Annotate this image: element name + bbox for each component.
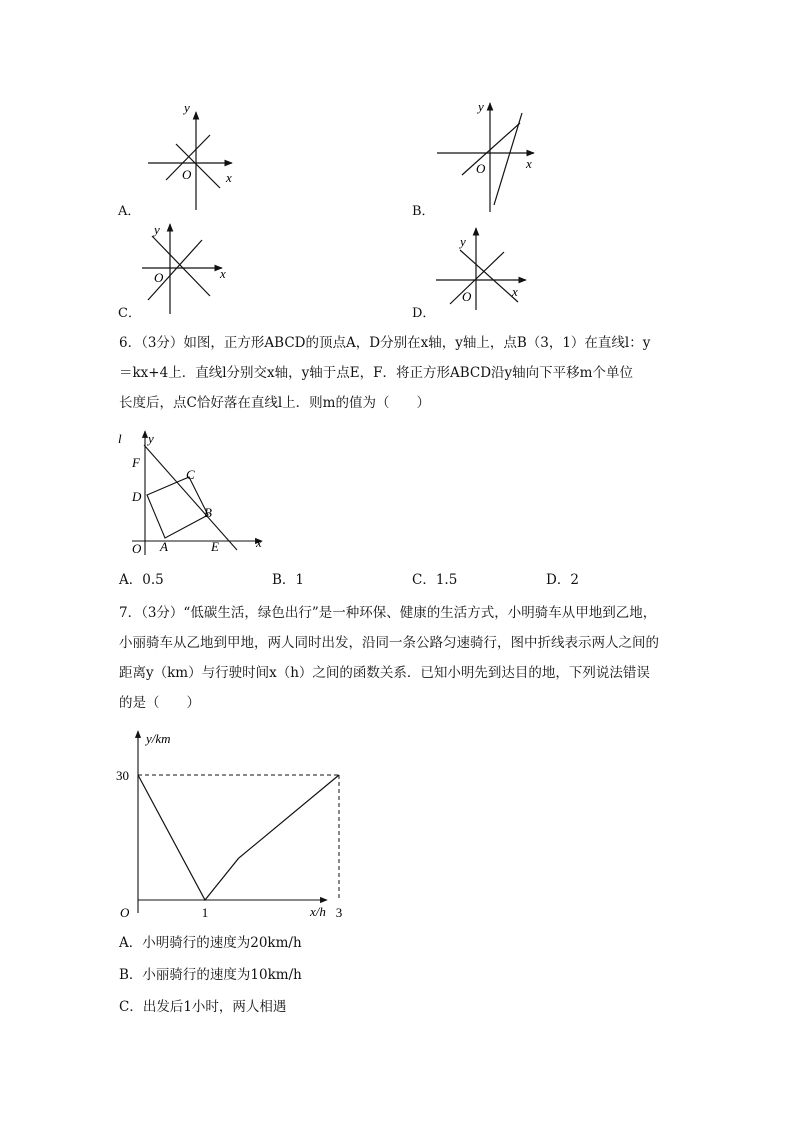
q5-option-b <box>402 95 562 220</box>
q7-line-2: 小丽骑车从乙地到甲地，两人同时出发，沿同一条公路匀速骑行，图中折线表示两人之间的 <box>119 635 659 651</box>
option-label: B． <box>412 204 435 219</box>
point-c-label: C <box>186 467 195 482</box>
axis-y-label: y <box>184 100 190 115</box>
option-label: D． <box>412 306 436 321</box>
x-axis-label: x/h <box>310 904 326 919</box>
q6-choice-c[interactable]: C．1.5 <box>412 572 458 588</box>
q6-choice-d[interactable]: D．2 <box>546 572 579 588</box>
axis-x-label: x <box>526 156 532 171</box>
point-d-label: D <box>132 489 142 504</box>
q7-choice-b[interactable]: B．小丽骑行的速度为10km/h <box>119 967 302 983</box>
point-b-label: B <box>204 505 212 520</box>
series-distance-line <box>138 775 339 900</box>
q7-line-4: 的是（ ） <box>119 695 200 711</box>
axis-y-label: y <box>148 431 154 446</box>
y-axis-label: y/km <box>146 731 171 746</box>
origin-label: O <box>154 270 164 285</box>
q7-line-1: 7．（3分）“低碳生活，绿色出行”是一种环保、健康的生活方式，小明骑车从甲地到乙地， <box>119 605 657 621</box>
y-tick-label: 30 <box>116 768 129 783</box>
q7-choice-a[interactable]: A．小明骑行的速度为20km/h <box>119 935 302 951</box>
q6-figure <box>112 425 272 560</box>
point-f-label: F <box>132 455 140 470</box>
axis-x-label: x <box>256 535 262 550</box>
point-e-label: E <box>211 539 219 554</box>
option-label: A． <box>118 204 141 219</box>
origin-label: O <box>462 289 472 304</box>
q5-option-a <box>110 100 260 220</box>
axis-x-label: x <box>226 170 232 185</box>
axis-y-label: y <box>154 222 160 237</box>
origin-label: O <box>182 167 192 182</box>
axis-x-label: x <box>220 266 226 281</box>
line-l-label: l <box>118 431 122 446</box>
x-tick-label: 1 <box>201 905 209 920</box>
origin-label: O <box>476 161 486 176</box>
q5-option-d <box>402 220 542 325</box>
q6-choice-b[interactable]: B．1 <box>272 572 305 588</box>
axis-y-label: y <box>478 99 484 114</box>
option-label: C． <box>118 306 141 321</box>
axis-y-label: y <box>460 234 466 249</box>
q7-chart <box>112 725 352 925</box>
origin-label: O <box>120 905 130 920</box>
x-tick-label: 3 <box>335 905 343 920</box>
q7-choice-c[interactable]: C．出发后1小时，两人相遇 <box>119 999 287 1015</box>
q6-stem <box>119 328 650 418</box>
q5-option-c <box>110 218 260 323</box>
origin-label: O <box>132 541 142 556</box>
q6-line-2: ＝kx+4上．直线l分别交x轴，y轴于点E，F．将正方形ABCD沿y轴向下平移m个单位 <box>119 365 633 381</box>
q6-line-1: 6．（3分）如图，正方形ABCD的顶点A，D分别在x轴，y轴上，点B（3，1）在直线l：y <box>119 335 651 351</box>
q7-stem <box>119 598 659 718</box>
q6-choice-a[interactable]: A．0.5 <box>119 572 164 588</box>
point-a-label: A <box>160 539 168 554</box>
q6-line-3: 长度后，点C恰好落在直线l上．则m的值为（ ） <box>119 395 430 411</box>
axis-x-label: x <box>512 284 518 299</box>
q7-line-3: 距离y（km）与行驶时间x（h）之间的函数关系．已知小明先到达目的地，下列说法错误 <box>119 665 650 681</box>
